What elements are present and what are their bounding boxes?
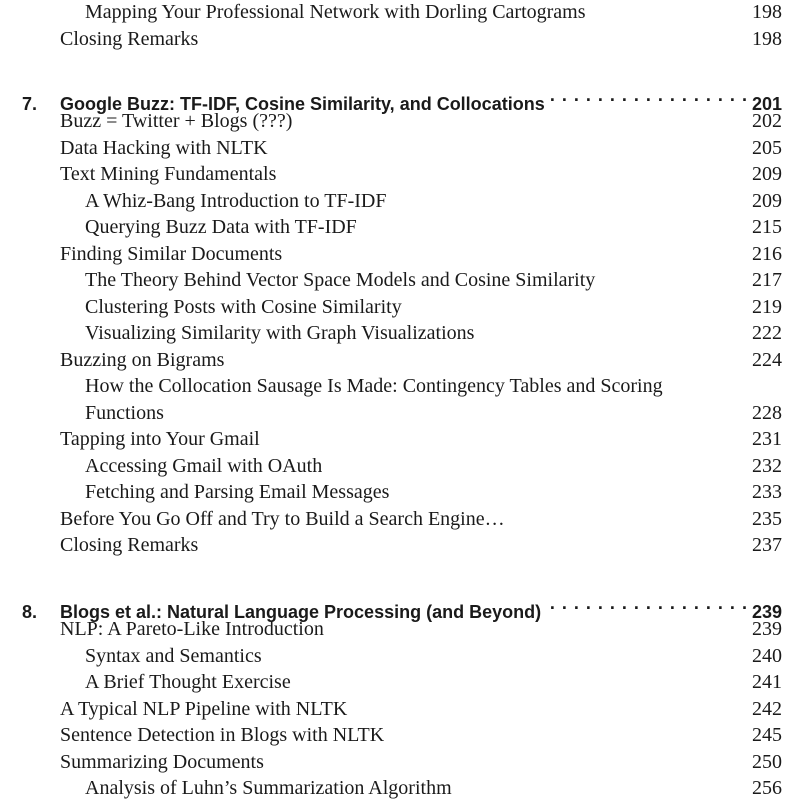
toc-entry-label: Tapping into Your Gmail — [60, 428, 260, 450]
chapter-page: 239 — [751, 602, 782, 622]
toc-entry-label: The Theory Behind Vector Space Models and Cosine Similarity — [85, 269, 596, 291]
chapter-page: 201 — [751, 94, 782, 114]
toc-entry-label: Data Hacking with NLTK — [60, 137, 268, 159]
toc-entry-page: 242 — [752, 698, 782, 720]
toc-entry-page: 198 — [752, 1, 782, 23]
toc-entry-label: Analysis of Luhn’s Summarization Algorithm — [85, 777, 452, 799]
toc-entry-page: 250 — [752, 751, 782, 773]
toc-entry-label: Finding Similar Documents — [60, 243, 283, 265]
toc-entry-label: Mapping Your Professional Network with Dorling Cartograms — [85, 1, 586, 23]
toc-entry-label: Closing Remarks — [60, 534, 199, 556]
toc-entry[interactable] — [0, 616, 782, 643]
chapter-title: Google Buzz: TF-IDF, Cosine Similarity, and Collocations — [60, 94, 545, 114]
toc-entry[interactable] — [0, 696, 782, 723]
toc-entry-label-continuation: Functions — [85, 402, 164, 424]
toc-entry-label: NLP: A Pareto-Like Introduction — [60, 618, 324, 640]
toc-entry-page: 239 — [752, 618, 782, 640]
toc-entry-label: Buzzing on Bigrams — [60, 349, 225, 371]
toc-entry-page: 231 — [752, 428, 782, 450]
toc-entry[interactable] — [0, 506, 782, 533]
toc-entry[interactable] — [0, 453, 782, 480]
chapter-number: 7. — [22, 94, 38, 114]
toc-entry[interactable] — [0, 267, 782, 294]
toc-entry[interactable] — [0, 188, 782, 215]
toc-entry-label: Accessing Gmail with OAuth — [85, 455, 323, 477]
chapter-number: 8. — [22, 602, 38, 622]
toc-entry-page: 205 — [752, 137, 782, 159]
toc-entry-page: 224 — [752, 349, 782, 371]
toc-entry-page: 233 — [752, 481, 782, 503]
chapter-heading[interactable] — [0, 588, 782, 622]
toc-entry[interactable] — [0, 26, 782, 53]
toc-entry-label: A Whiz-Bang Introduction to TF-IDF — [85, 190, 387, 212]
dot-leader — [545, 588, 748, 618]
toc-entry-label: Visualizing Similarity with Graph Visualizations — [85, 322, 475, 344]
toc-entry[interactable] — [0, 669, 782, 696]
toc-entry-label[interactable]: How the Collocation Sausage Is Made: Contingency Tables and Scoring — [85, 375, 663, 397]
toc-entry-page: 240 — [752, 645, 782, 667]
toc-entry-page: 256 — [752, 777, 782, 799]
toc-entry-page: 245 — [752, 724, 782, 746]
chapter-title: Blogs et al.: Natural Language Processing (and Beyond) — [60, 602, 542, 622]
toc-entry-label: Summarizing Documents — [60, 751, 264, 773]
toc-entry[interactable] — [0, 241, 782, 268]
toc-entry-page: 209 — [752, 163, 782, 185]
toc-entry[interactable] — [0, 400, 782, 427]
toc-entry-page: 235 — [752, 508, 782, 530]
toc-entry-label: Buzz = Twitter + Blogs (???) — [60, 110, 293, 132]
toc-entry-page: 241 — [752, 671, 782, 693]
toc-entry[interactable] — [0, 643, 782, 670]
toc-entry[interactable] — [0, 0, 782, 26]
toc-entry-page: 215 — [752, 216, 782, 238]
toc-entry[interactable] — [0, 214, 782, 241]
toc-entry-label: Before You Go Off and Try to Build a Search Engine… — [60, 508, 505, 530]
toc-entry-label: Clustering Posts with Cosine Similarity — [85, 296, 402, 318]
toc-entry[interactable] — [0, 775, 782, 802]
dot-leader — [549, 80, 748, 110]
toc-entry[interactable] — [0, 479, 782, 506]
toc-entry-page: 216 — [752, 243, 782, 265]
toc-entry-label: Closing Remarks — [60, 28, 199, 50]
toc-entry-page: 219 — [752, 296, 782, 318]
toc-entry-label: Querying Buzz Data with TF-IDF — [85, 216, 357, 238]
toc-entry[interactable] — [0, 294, 782, 321]
toc-entry-page: 237 — [752, 534, 782, 556]
toc-entry-label: A Typical NLP Pipeline with NLTK — [60, 698, 348, 720]
toc-entry-page: 198 — [752, 28, 782, 50]
toc-entry-page: 209 — [752, 190, 782, 212]
toc-entry[interactable] — [0, 749, 782, 776]
toc-entry[interactable] — [0, 426, 782, 453]
toc-entry-page: 232 — [752, 455, 782, 477]
toc-entry-label: Syntax and Semantics — [85, 645, 262, 667]
toc-entry-page: 228 — [752, 402, 782, 424]
toc-entry-label: Fetching and Parsing Email Messages — [85, 481, 390, 503]
toc-entry-label: Sentence Detection in Blogs with NLTK — [60, 724, 385, 746]
toc-entry-page: 217 — [752, 269, 782, 291]
toc-entry[interactable] — [0, 108, 782, 135]
toc-entry-label: Text Mining Fundamentals — [60, 163, 277, 185]
toc-entry[interactable] — [0, 320, 782, 347]
chapter-heading[interactable] — [0, 80, 782, 114]
toc-entry-page: 202 — [752, 110, 782, 132]
toc-entry-label: A Brief Thought Exercise — [85, 671, 291, 693]
toc-entry[interactable] — [0, 347, 782, 374]
toc-entry[interactable] — [0, 135, 782, 162]
toc-entry[interactable] — [0, 532, 782, 559]
toc-entry[interactable] — [0, 722, 782, 749]
toc-entry-page: 222 — [752, 322, 782, 344]
toc-entry[interactable] — [0, 161, 782, 188]
